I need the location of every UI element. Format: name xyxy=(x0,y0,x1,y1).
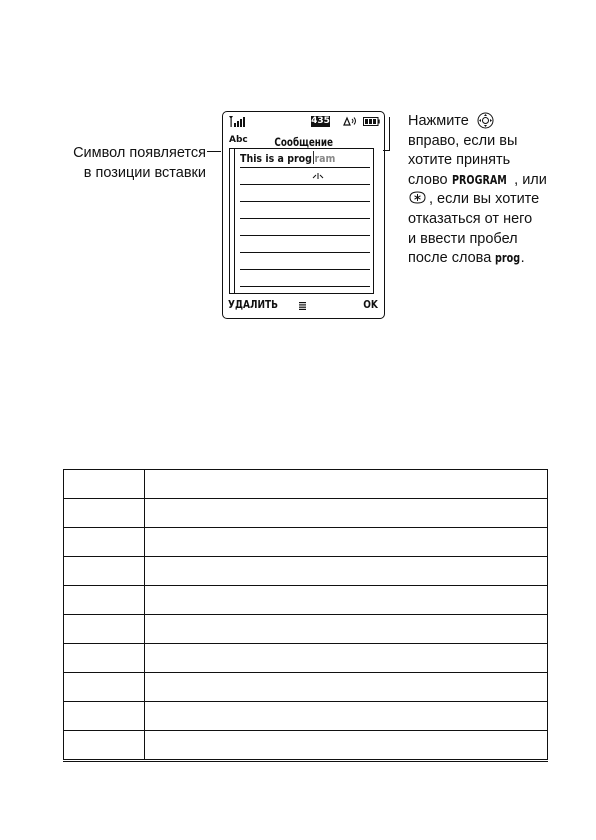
table-row xyxy=(64,528,548,557)
text-line xyxy=(240,201,370,202)
table-row xyxy=(64,644,548,673)
table-row xyxy=(64,615,548,644)
right-leader-tick xyxy=(383,150,390,151)
table-row xyxy=(64,673,548,702)
text-line xyxy=(240,252,370,253)
entry-line xyxy=(240,151,335,165)
table-cell xyxy=(64,731,145,760)
insertion-caption xyxy=(40,143,206,183)
text-line xyxy=(240,218,370,219)
table-cell xyxy=(64,499,145,528)
star-key-icon xyxy=(408,191,427,204)
table-cell xyxy=(145,586,548,615)
insertion-caption-line2: в позиции вставки xyxy=(83,165,206,181)
table-cell xyxy=(145,615,548,644)
caption-line: отказаться от него xyxy=(408,210,533,227)
table-cell xyxy=(64,528,145,557)
table-cell xyxy=(145,702,548,731)
text-line xyxy=(240,286,370,287)
table-cell xyxy=(64,644,145,673)
table-cell xyxy=(145,499,548,528)
screen-title: Сообщение xyxy=(274,135,334,149)
table-cell xyxy=(64,702,145,731)
text-line xyxy=(240,269,370,270)
signal-strength-icon xyxy=(228,116,246,127)
caption-line: , если вы хотите xyxy=(408,190,588,210)
ring-style-icon xyxy=(342,115,358,127)
battery-icon xyxy=(363,117,380,126)
phone-screen xyxy=(222,111,385,319)
menu-icon[interactable] xyxy=(299,302,306,310)
table-cell xyxy=(145,528,548,557)
text-mode-indicator: Abc xyxy=(229,135,248,145)
message-counter: 435 xyxy=(311,116,330,126)
table-cell xyxy=(145,644,548,673)
text-line xyxy=(240,184,370,185)
nav-key-icon xyxy=(477,112,494,129)
table-cell xyxy=(64,557,145,586)
table-row xyxy=(64,557,548,586)
text-line xyxy=(240,235,370,236)
table-row xyxy=(64,586,548,615)
caption-line: хотите принять xyxy=(408,152,511,169)
left-leader-line xyxy=(207,151,221,152)
word-completion: ram xyxy=(314,152,336,165)
table-row xyxy=(64,499,548,528)
table-cell xyxy=(145,673,548,702)
text-line xyxy=(240,167,370,168)
insertion-point-icon xyxy=(312,172,324,180)
accept-word-caption xyxy=(408,112,588,269)
table-row xyxy=(64,470,548,499)
table-row xyxy=(64,702,548,731)
table-cell xyxy=(64,470,145,499)
table-cell xyxy=(145,470,548,499)
table-cell xyxy=(64,673,145,702)
table-cell xyxy=(145,557,548,586)
program-keyword: PROGRAM xyxy=(451,172,507,187)
softkey-bar xyxy=(223,296,384,312)
caption-line: после слова prog. xyxy=(408,249,588,269)
table-cell xyxy=(64,586,145,615)
caption-line: и ввести пробел xyxy=(408,230,518,247)
status-bar xyxy=(223,112,384,129)
table-cell xyxy=(145,731,548,760)
delete-softkey[interactable]: УДАЛИТЬ xyxy=(228,298,279,311)
prog-keyword: prog xyxy=(495,251,521,266)
caption-line: вправо, если вы xyxy=(408,132,518,149)
message-text-area[interactable] xyxy=(229,148,374,294)
caption-line: слово PROGRAM , или xyxy=(408,171,588,191)
text-area-rail xyxy=(234,149,235,293)
page-bottom-rule xyxy=(63,761,548,762)
table-cell xyxy=(64,615,145,644)
typed-text: This is a prog xyxy=(240,152,312,165)
ok-softkey[interactable]: OK xyxy=(363,298,378,311)
insertion-caption-line1: Символ появляется xyxy=(73,145,206,161)
right-leader-line xyxy=(389,117,390,150)
caption-line: Нажмите xyxy=(408,112,588,132)
table-row xyxy=(64,731,548,760)
empty-grid-table xyxy=(63,469,548,760)
